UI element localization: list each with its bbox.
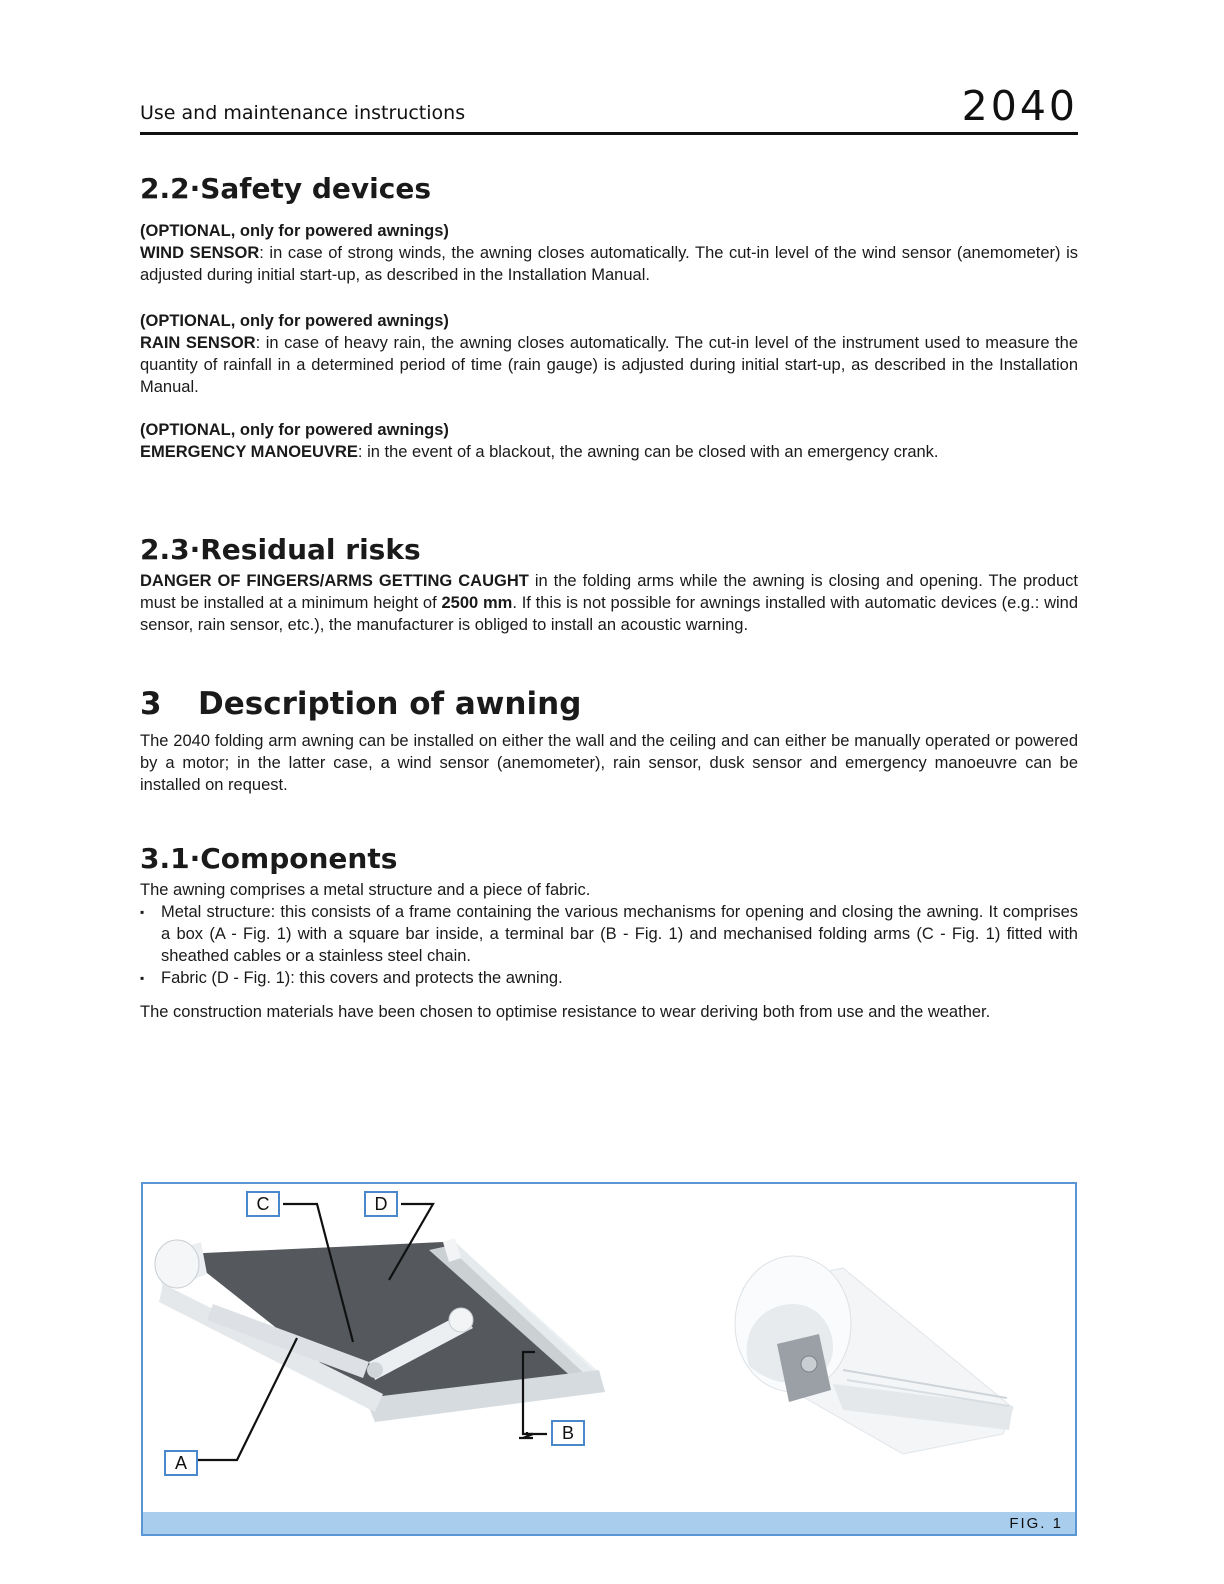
- section-components: [140, 842, 1078, 1023]
- safety-item-rain: [140, 310, 1078, 398]
- callout-a: A: [164, 1450, 198, 1476]
- header-model-number: 2040: [961, 82, 1078, 130]
- safety-item-text: RAIN SENSOR: in case of heavy rain, the awning closes automatically. The cut-in level of the instrument used to measure the quantity of rainfall in a determined period of time (rain gauge) is adjusted during initial start-up, as described in the Installation Manual.: [140, 334, 1078, 396]
- components-intro: The awning comprises a metal structure and a piece of fabric.: [140, 881, 591, 899]
- cassette-detail-image: [735, 1256, 1013, 1454]
- open-awning-image: [155, 1238, 605, 1422]
- safety-item-emergency: [140, 419, 1078, 463]
- figure-caption: FIG. 1: [1009, 1515, 1063, 1532]
- safety-item-wind: [140, 220, 1078, 286]
- optional-note: (OPTIONAL, only for powered awnings): [140, 312, 449, 330]
- section-residual-risks: [140, 533, 1078, 636]
- header-title: Use and maintenance instructions: [140, 102, 466, 124]
- figure-caption-bar: [143, 1512, 1075, 1534]
- list-item: ▪ Fabric (D - Fig. 1): this covers and protects the awning.: [140, 967, 1078, 989]
- components-list: [140, 901, 1078, 989]
- components-closing: The construction materials have been chosen to optimise resistance to wear deriving both from use and the weather.: [140, 1003, 991, 1021]
- callout-c: C: [246, 1191, 280, 1217]
- optional-note: (OPTIONAL, only for powered awnings): [140, 222, 449, 240]
- chapter-title: 3 Description of awning: [140, 686, 582, 722]
- optional-note: (OPTIONAL, only for powered awnings): [140, 421, 449, 439]
- awning-illustration: [143, 1184, 1075, 1512]
- section-description: [140, 686, 1078, 796]
- callout-d: D: [364, 1191, 398, 1217]
- description-text: The 2040 folding arm awning can be installed on either the wall and the ceiling and can either be manually operated or powered by a motor; in the latter case, a wind sensor (anemometer), rain sensor, dusk sensor and emergency manoeuvre can be installed on request.: [140, 732, 1078, 794]
- callout-b: B: [551, 1420, 585, 1446]
- section-title: 2.2·Safety devices: [140, 172, 431, 205]
- section-title: 3.1·Components: [140, 842, 398, 875]
- header-rule: [140, 132, 1078, 135]
- section-safety-devices: [140, 172, 1078, 205]
- residual-risk-text: DANGER OF FINGERS/ARMS GETTING CAUGHT in the folding arms while the awning is closing and opening. The product must be installed at a minimum height of 2500 mm. If this is not possible for awnings installed with automatic devices (e.g.: wind sensor, rain sensor, etc.), the manufacturer is obliged to install an acoustic warning.: [140, 572, 1078, 634]
- list-item: ▪ Metal structure: this consists of a frame containing the various mechanisms for opening and closing the awning. It comprises a box (A - Fig. 1) with a square bar inside, a terminal bar (B - Fig. 1) and mechanised folding arms (C - Fig. 1) fitted with sheathed cables or a stainless steel chain.: [140, 901, 1078, 967]
- safety-item-text: EMERGENCY MANOEUVRE: in the event of a blackout, the awning can be closed with an emergency crank.: [140, 443, 939, 461]
- figure-1: [141, 1182, 1077, 1536]
- section-title: 2.3·Residual risks: [140, 533, 421, 566]
- page-header: [140, 76, 1078, 132]
- safety-item-text: WIND SENSOR: in case of strong winds, the awning closes automatically. The cut-in level of the wind sensor (anemometer) is adjusted during initial start-up, as described in the Installation Manual.: [140, 244, 1078, 284]
